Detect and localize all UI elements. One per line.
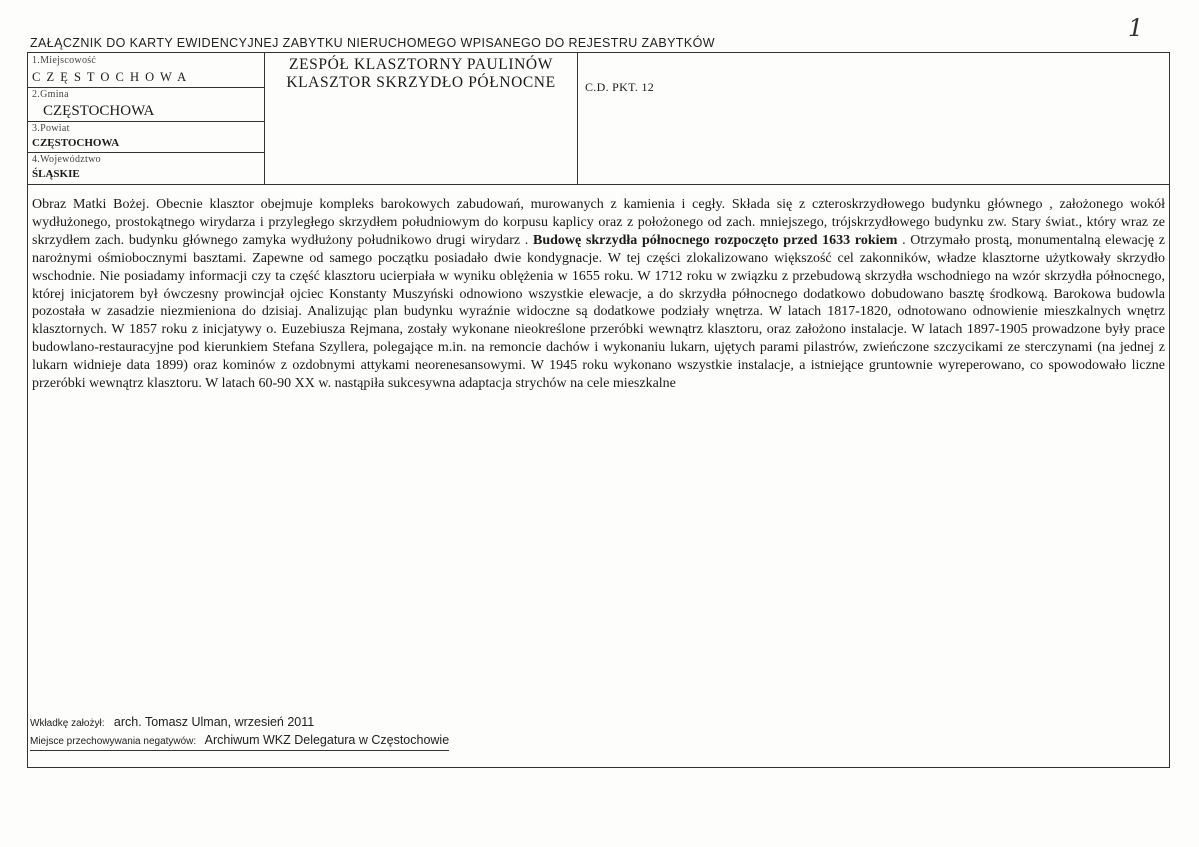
field-value: C Z Ę S T O C H O W A bbox=[32, 70, 188, 84]
form-heading: ZAŁĄCZNIK DO KARTY EWIDENCYJNEJ ZABYTKU NIERUCHOMEGO WPISANEGO DO REJESTRU ZABYTKÓW bbox=[30, 36, 715, 50]
description-part-2: . Otrzymało prostą, monumentalną elewację z narożnymi ośmiobocznymi basztami. Zapewne od samego początku posiadało dwie kondygnacje. W tej części zlokalizowano większość cel zakonników, władze klasztorne użytkowały skrzydło wschodnie. Nie posiadamy informacji czy ta część klasztoru ucierpiała w wyniku oblężenia w 1655 roku. W 1712 roku w związku z przebudową skrzydła wschodniego na wzór skrzydła północnego, której inicjatorem był ówczesny prowincjał ojciec Konstanty Muszyński odnowiono wszystkie elewacje, a do skrzydła północnego dodatkowo dobudowano basztę środkową. Barokowa budowla pozostała w zasadzie niezmieniona do dzisiaj. Analizując plan budynku wyraźnie widoczne są dodatkowe podziały wnętrza. W latach 1817-1820, odnotowano odnowienie mieszkalnych wnętrz klasztornych. W 1857 roku z inicjatywy o. Euzebiusza Rejmana, zostały wykonane nieokreślone przeróbki wewnątrz klasztoru, oraz założono instalacje. W latach 1897-1905 prowadzone były prace budowlano-restauracyjne pod kierunkiem Stefana Szyllera, polegające m.in. na remoncie dachów i wykonaniu lukarn, ujętych parami pilastrów, zwieńczone szczycikami ze sterczynami (na jednej z lukarn widnieje data 1899) oraz kominów z ozdobnymi attykami neorenesansowymi. W 1945 roku wykonano wszystkie instalacje, a istniejące gruntownie wyreperowano, co spowodowało liczne przeróbki wewnątrz klasztoru. W latach 60-90 XX w. nastąpiła sukcesywna adaptacja strychów na cele mieszkalne bbox=[32, 232, 1165, 392]
field-label: 3.Powiat bbox=[32, 123, 70, 134]
author-label: Wkładkę założył: bbox=[30, 718, 105, 729]
column-divider bbox=[577, 53, 578, 184]
field-commune bbox=[32, 89, 262, 120]
description-part-1: Obraz Matki Bożej. Obecnie klasztor obejmuje kompleks barokowych zabudowań, murowanych z kamienia i cegły. Składa się z czteroskrzydłowego budynku głównego , założonego wokół wydłużonego, prostokątnego wirydarza i przyległego skrzydłem południowym do korpusu kaplicy oraz z położonego od zach. mniejszego, trójskrzydłowego budynku zw. Stary świat., który wraz ze skrzydłem zach. budynku głównego zamyka wydłużony południkowo drugi wirydarz . bbox=[32, 197, 1165, 248]
storage-label: Miejsce przechowywania negatywów: bbox=[30, 736, 197, 747]
field-label: 1.Miejscowość bbox=[32, 55, 97, 66]
field-label: 2.Gmina bbox=[32, 89, 69, 100]
form-frame bbox=[27, 52, 1170, 768]
author-value: arch. Tomasz Ulman, wrzesień 2011 bbox=[113, 715, 315, 729]
title-line-2: KLASZTOR SKRZYDŁO PÓŁNOCNE bbox=[286, 74, 556, 91]
field-value: ŚLĄSKIE bbox=[32, 168, 80, 180]
storage-line bbox=[30, 731, 449, 751]
register-code: C.D. PKT. 12 bbox=[585, 80, 655, 94]
field-value: CZĘSTOCHOWA bbox=[32, 137, 120, 149]
field-label: 4.Województwo bbox=[32, 154, 101, 165]
title-line-1: ZESPÓŁ KLASZTORNY PAULINÓW bbox=[289, 56, 553, 73]
field-county bbox=[32, 123, 262, 149]
object-title bbox=[265, 56, 577, 92]
row-divider bbox=[28, 87, 264, 88]
description-highlight: Budowę skrzydła północnego rozpoczęto przed 1633 rokiem bbox=[533, 232, 898, 248]
header-table-bottom bbox=[28, 184, 1169, 185]
field-value: CZĘSTOCHOWA bbox=[43, 103, 155, 119]
storage-value: Archiwum WKZ Delegatura w Częstochowie bbox=[204, 733, 450, 747]
author-line bbox=[30, 713, 314, 731]
row-divider bbox=[28, 152, 264, 153]
field-voivodeship bbox=[32, 154, 262, 180]
field-locality bbox=[32, 55, 262, 85]
description-text bbox=[32, 196, 1165, 393]
row-divider bbox=[28, 121, 264, 122]
page-number: 1 bbox=[1128, 14, 1144, 42]
